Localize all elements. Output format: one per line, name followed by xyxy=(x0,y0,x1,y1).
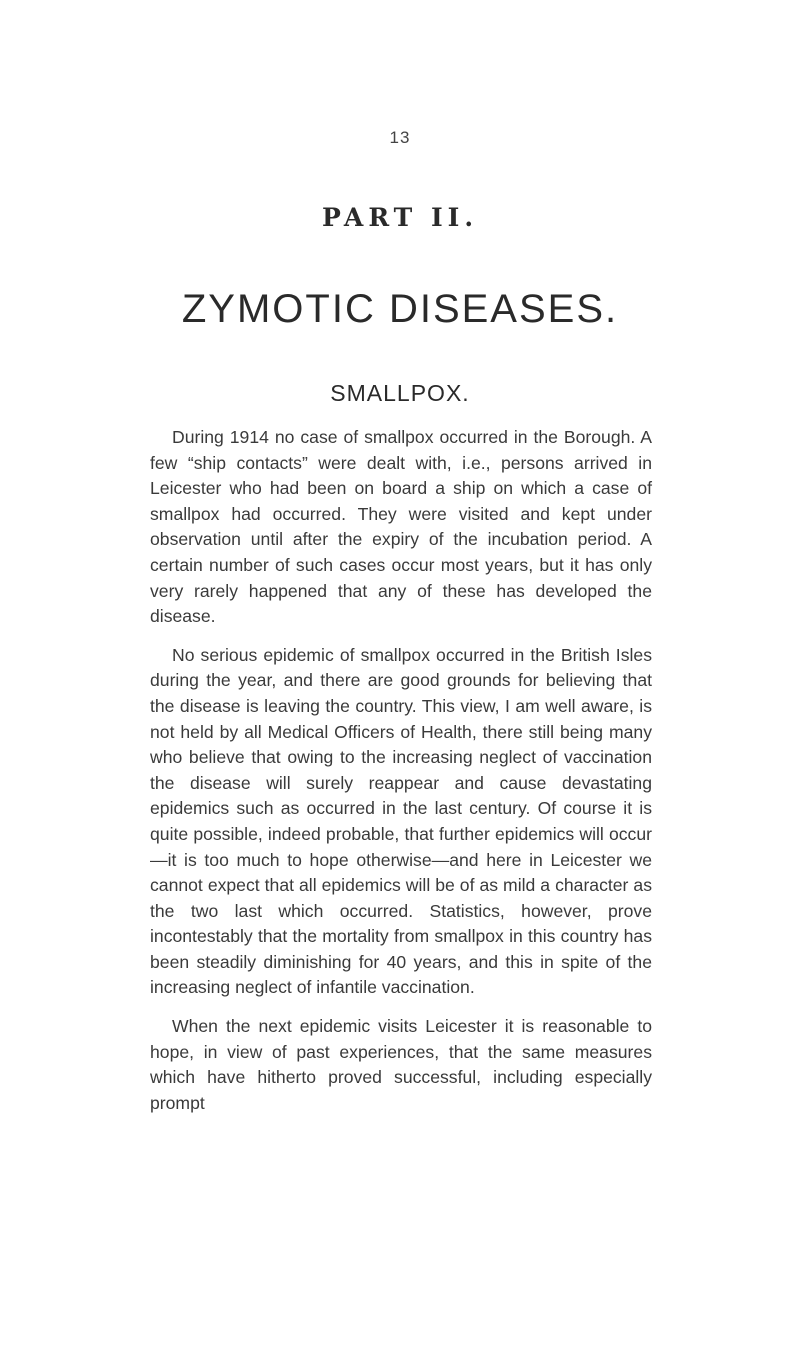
body-text xyxy=(150,425,652,1129)
page-number: 13 xyxy=(389,128,411,147)
paragraph: No serious epidemic of smallpox occurred in the British Isles during the year, and there are good grounds for believing that the disease is leaving the country. This view, I am well aware, is not held by all Medical Officers of Health, there still being many who believe that owing to the increasing neglect of vaccination the disease will surely reappear and cause devastating epidemics such as occurred in the last century. Of course it is quite possible, indeed probable, that further epidemics will occur—it is too much to hope otherwise—and here in Leicester we cannot expect that all epidemics will be of as mild a character as the two last which occurred. Statistics, however, prove incontestably that the mortality from smallpox in this country has been steadily diminishing for 40 years, and this in spite of the increasing neglect of infantile vaccination. xyxy=(150,644,652,998)
section-title: ZYMOTIC DISEASES. xyxy=(181,287,619,331)
paragraph: During 1914 no case of smallpox occurred in the Borough. A few “ship contacts” were dealt with, i.e., persons arrived in Leicester who had been on board a ship on which a case of smallpox had occurred. They were visited and kept under observation until after the expiry of the incubation period. A certain number of such cases occur most years, but it has only very rarely happened that any of these has developed the disease. xyxy=(150,427,652,627)
part-title: PART II. xyxy=(321,203,479,232)
paragraph: When the next epidemic visits Leicester it is reasonable to hope, in view of past experiences, that the same measures which have hitherto proved successful, including especially prompt xyxy=(150,1016,652,1113)
subsection-title: SMALLPOX. xyxy=(330,380,470,406)
